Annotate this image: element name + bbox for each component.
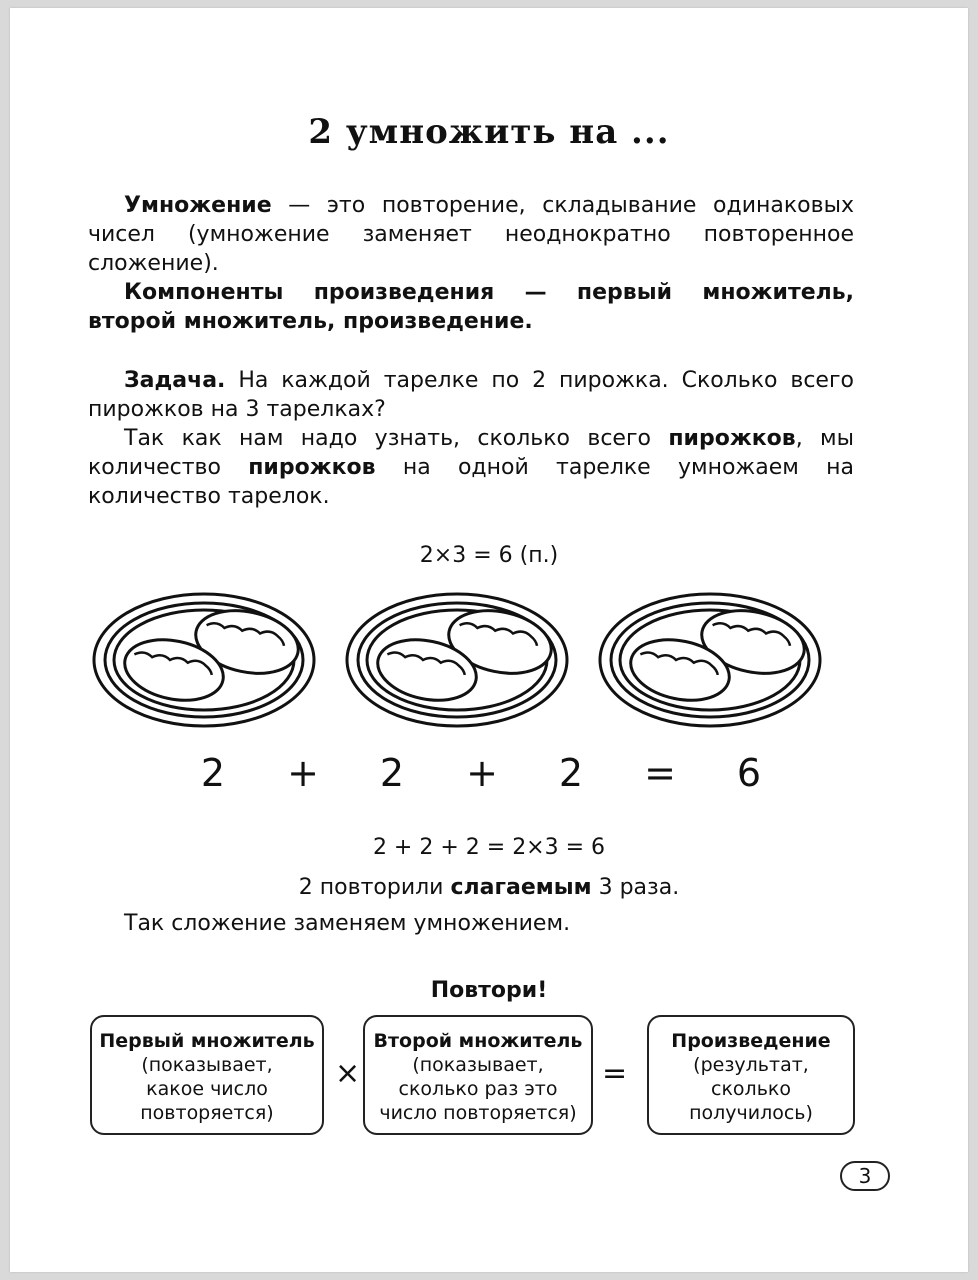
product-title: Произведение: [671, 1030, 831, 1052]
sum-result: 6: [736, 751, 762, 795]
sum-equals: =: [644, 751, 676, 795]
components-paragraph: [88, 278, 854, 336]
definition-paragraph: [88, 191, 854, 278]
repeat-bold: слагаемым: [450, 875, 592, 900]
plate-3: [600, 594, 820, 726]
explanation-bold2: пирожков: [248, 455, 376, 480]
page: [10, 8, 968, 1272]
sum-term-1: 2: [200, 751, 226, 795]
second-factor-desc: (показывает, сколько раз это число повторяется): [379, 1054, 577, 1124]
task-label: Задача.: [124, 368, 226, 393]
task-text: На каждой тарелке по 2 пирожка. Сколько всего пирожков на 3 тарелках?: [88, 368, 854, 422]
explanation-part1: Так как нам надо узнать, сколько всего: [124, 426, 669, 451]
sum-term-3: 2: [558, 751, 584, 795]
explanation-paragraph: [88, 424, 854, 511]
components-text: Компоненты произведения — первый множитель, второй множитель, произведение.: [88, 280, 854, 334]
repeat-part2: 3 раза.: [591, 875, 680, 900]
conclusion: Так сложение заменяем умножением.: [124, 911, 571, 936]
first-factor-desc: (показывает, какое число повторяется): [140, 1054, 274, 1124]
formula-equal: 2 + 2 + 2 = 2×3 = 6: [372, 835, 606, 860]
repeat-line: [10, 875, 968, 900]
definition-text: — это повторение, складывание одинаковых чисел (умножение заменяет неоднократно повторенное сложение).: [88, 193, 854, 276]
task-paragraph: [88, 366, 854, 424]
formula-top: 2×3 = 6 (п.): [419, 543, 559, 568]
first-factor-title: Первый множитель: [99, 1030, 315, 1052]
explanation-bold1: пирожков: [668, 426, 796, 451]
plate-1: [94, 594, 314, 726]
equals-sign: =: [602, 1056, 628, 1091]
sum-term-2: 2: [379, 751, 405, 795]
second-factor-box: [363, 1015, 593, 1135]
plates-illustration: [92, 588, 852, 738]
product-desc: (результат, сколько получилось): [689, 1054, 813, 1124]
second-factor-title: Второй множитель: [373, 1030, 583, 1052]
review-title: Повтори!: [430, 978, 548, 1003]
sum-plus-2: +: [466, 751, 498, 795]
first-factor-box: [90, 1015, 324, 1135]
definition-term: Умножение: [124, 193, 272, 218]
plate-2: [347, 594, 567, 726]
repeat-part1: 2 повторили: [298, 875, 451, 900]
explanation-part2: , мы количество: [88, 426, 855, 480]
sum-plus-1: +: [287, 751, 319, 795]
multiply-sign: ×: [335, 1056, 361, 1091]
page-number: 3: [840, 1161, 890, 1191]
page-title: 2 умножить на ...: [308, 112, 670, 152]
product-box: [647, 1015, 855, 1135]
explanation-part3: на одной тарелке умножаем на количество тарелок.: [88, 455, 854, 509]
